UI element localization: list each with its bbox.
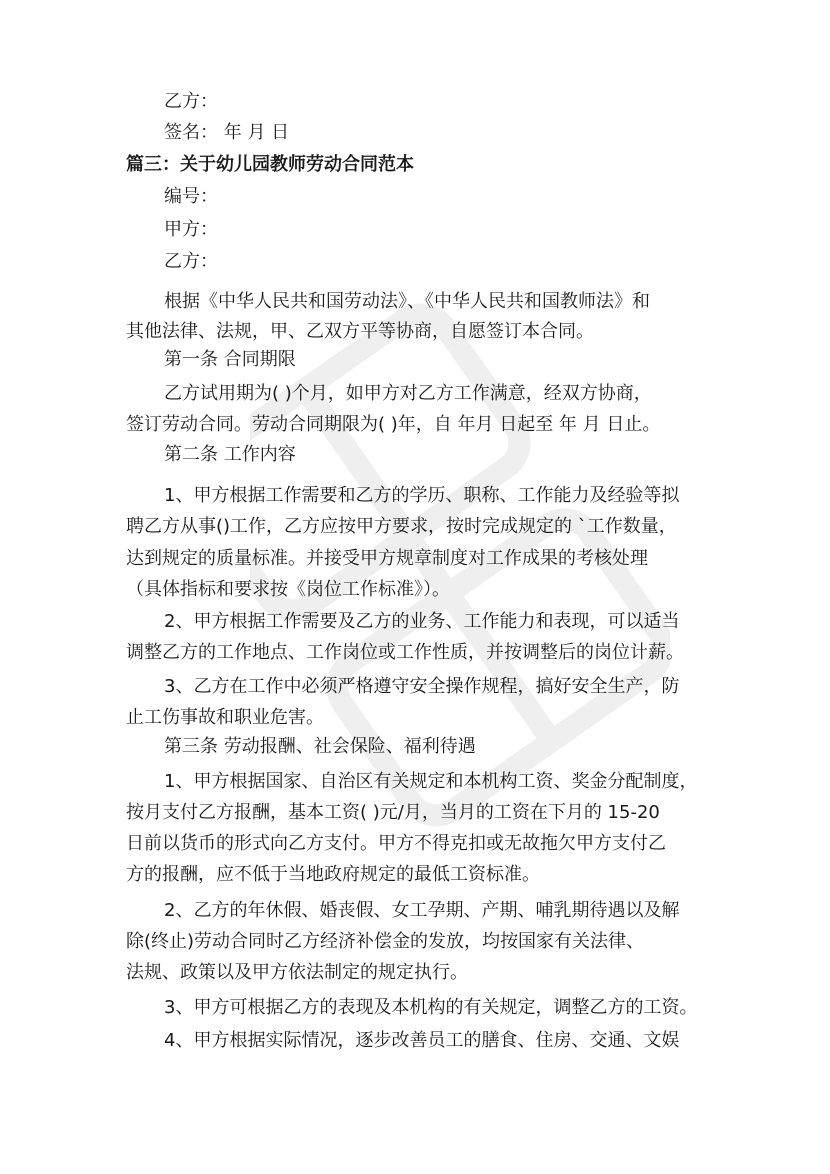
paragraph-line: 按月支付乙方报酬，基本工资( )元/月，当月的工资在下月的 15-20 (126, 802, 660, 823)
paragraph-line: 止工伤事故和职业危害。 (126, 707, 324, 728)
paragraph-line: 2、乙方的年休假、婚丧假、女工孕期、产期、哺乳期待遇以及解 (164, 900, 680, 921)
paragraph-line: 1、甲方根据国家、自治区有关规定和本机构工资、奖金分配制度， (164, 771, 698, 792)
paragraph-line: 签订劳动合同。劳动合同期限为( )年，自 年月 日起至 年 月 日止。 (126, 414, 661, 435)
paragraph-line: 日前以货币的形式向乙方支付。甲方不得克扣或无故拖欠甲方支付乙 (126, 833, 666, 854)
paragraph-line: 4、甲方根据实际情况，逐步改善员工的膳食、住房、交通、文娱 (164, 1030, 680, 1051)
paragraph-line: 方的报酬，应不低于当地政府规定的最低工资标准。 (126, 864, 540, 885)
party-b-label: 乙方： (164, 91, 218, 112)
article-heading: 第一条 合同期限 (164, 349, 296, 370)
paragraph-line: 调整乙方的工作地点、工作岗位或工作性质，并按调整后的岗位计薪。 (126, 642, 684, 663)
paragraph-line: 3、乙方在工作中必须严格遵守安全操作规程，搞好安全生产，防 (164, 676, 680, 697)
article-heading: 第三条 劳动报酬、社会保险、福利待遇 (164, 736, 476, 757)
paragraph-line: 聘乙方从事()工作，乙方应按甲方要求，按时完成规定的 `工作数量， (126, 516, 677, 537)
paragraph-line: 法规、政策以及甲方依法制定的规定执行。 (126, 962, 468, 983)
party-b-label-2: 乙方： (164, 251, 218, 272)
paragraph-line: 3、甲方可根据乙方的表现及本机构的有关规定，调整乙方的工资。 (164, 997, 698, 1018)
paragraph-line: 达到规定的质量标准。并接受甲方规章制度对工作成果的考核处理 (126, 548, 648, 569)
paragraph-line: 根据《中华人民共和国劳动法》、《中华人民共和国教师法》和 (164, 291, 650, 312)
article-heading: 第二条 工作内容 (164, 444, 296, 465)
paragraph-line: 1、甲方根据工作需要和乙方的学历、职称、工作能力及经验等拟 (164, 485, 680, 506)
paragraph-line: 2、甲方根据工作需要及乙方的业务、工作能力和表现，可以适当 (164, 611, 680, 632)
paragraph-line: 其他法律、法规，甲、乙双方平等协商，自愿签订本合同。 (126, 321, 594, 342)
paragraph-line: 除(终止)劳动合同时乙方经济补偿金的发放，均按国家有关法律、 (126, 931, 645, 952)
contract-number-label: 编号： (164, 186, 218, 207)
paragraph-line: （具体指标和要求按《岗位工作标准》）。 (126, 579, 450, 600)
section-title: 篇三：关于幼儿园教师劳动合同范本 (126, 154, 414, 175)
party-a-label: 甲方： (164, 219, 218, 240)
signature-date-line: 签名： 年 月 日 (164, 122, 290, 143)
paragraph-line: 乙方试用期为( )个月，如甲方对乙方工作满意，经双方协商， (164, 383, 652, 404)
